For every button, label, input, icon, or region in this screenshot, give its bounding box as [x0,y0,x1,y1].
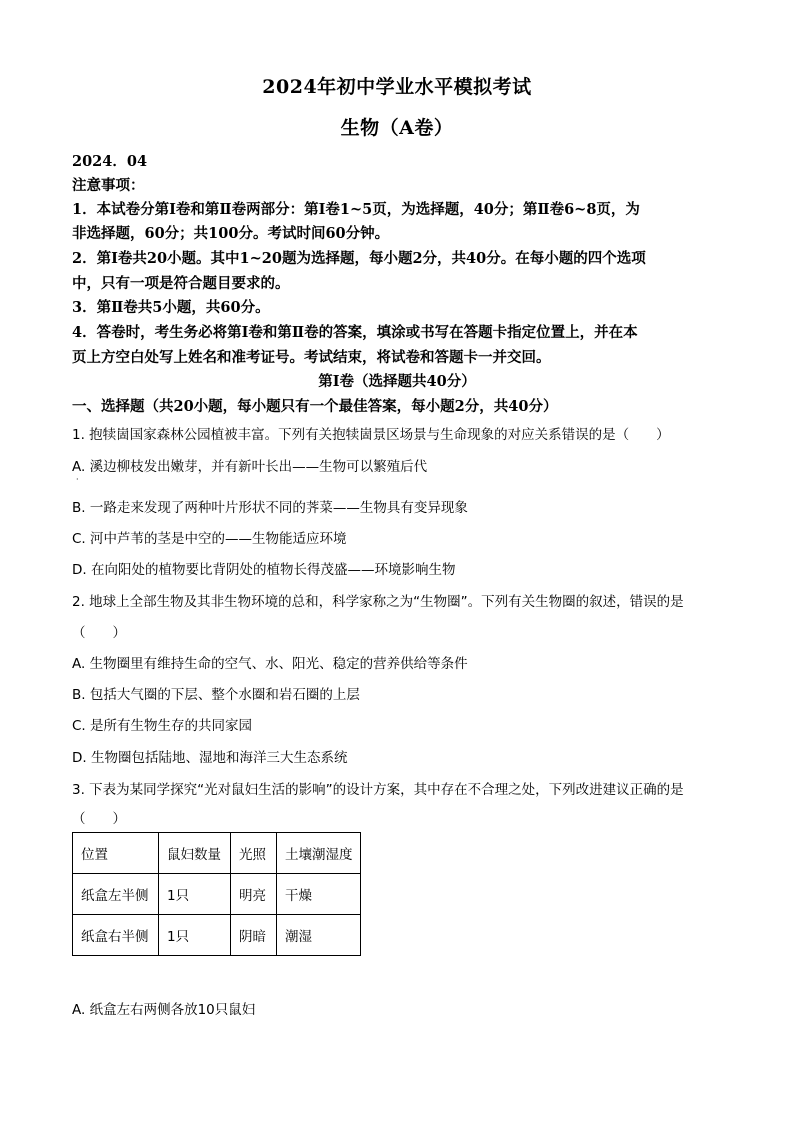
notice-heading: 注意事项： [72,177,145,194]
note-line: 1．本试卷分第Ⅰ卷和第Ⅱ卷两部分：第Ⅰ卷1~5页，为选择题，40分；第Ⅱ卷6~8页，为 [72,201,640,218]
question-1-option-b: B. 一路走来发现了两种叶片形状不同的荠菜——生物具有变异现象 [72,500,468,516]
table-cell: 干燥 [277,874,361,915]
note-line: 2．第Ⅰ卷共20小题。其中1~20题为选择题，每小题2分，共40分。在每小题的四个选项 [72,250,646,267]
question-1-option-a: A. 溪边柳枝发出嫩芽，并有新叶长出——生物可以繁殖后代 [72,459,428,475]
table-cell: 1只 [159,915,231,956]
table-row [73,874,361,915]
question-2-option-a: A. 生物圈里有维持生命的空气、水、阳光、稳定的营养供给等条件 [72,656,468,672]
question-2-stem: 2. 地球上全部生物及其非生物环境的总和，科学家称之为“生物圈”。下列有关生物圈的叙述，错误的是 [72,594,684,610]
question-3-stem: 3. 下表为某同学探究“光对鼠妇生活的影响”的设计方案，其中存在不合理之处，下列改进建议正确的是 [72,782,684,798]
table-header-cell: 位置 [73,833,159,874]
table-header-cell: 土壤潮湿度 [277,833,361,874]
table-header-row [73,833,361,874]
table-cell: 纸盒右半侧 [73,915,159,956]
table-cell: 明亮 [231,874,277,915]
table-cell: 纸盒左半侧 [73,874,159,915]
question-1-option-d: D. 在向阳处的植物要比背阴处的植物长得茂盛——环境影响生物 [72,562,456,578]
question-2-option-b: B. 包括大气圈的下层、整个水圈和岩石圈的上层 [72,687,360,703]
question-1-stem: 1. 抱犊崮国家森林公园植被丰富。下列有关抱犊崮景区场景与生命现象的对应关系错误的是（ ） [72,427,670,443]
table-cell: 阴暗 [231,915,277,956]
note-line: 3．第Ⅱ卷共5小题，共60分。 [72,299,270,316]
note-line: 页上方空白处写上姓名和准考证号。考试结束，将试卷和答题卡一并交回。 [72,349,551,366]
table-header-cell: 鼠妇数量 [159,833,231,874]
exam-date: 2024．04 [72,153,148,170]
experiment-table [72,832,361,956]
note-line: 非选择题，60分；共100分。考试时间60分钟。 [72,225,390,242]
question-3-option-a: A. 纸盒左右两侧各放10只鼠妇 [72,1002,256,1018]
exam-title: 2024年初中学业水平模拟考试 [262,76,532,98]
table-header-cell: 光照 [231,833,277,874]
table-row [73,915,361,956]
question-2-answer-blank: （ ） [72,625,126,641]
question-1-option-c: C. 河中芦苇的茎是中空的——生物能适应环境 [72,531,347,547]
note-line: 中，只有一项是符合题目要求的。 [72,275,290,292]
section-heading: 一、选择题（共20小题，每小题只有一个最佳答案，每小题2分，共40分） [72,398,558,415]
table-cell: 潮湿 [277,915,361,956]
question-2-option-d: D. 生物圈包括陆地、湿地和海洋三大生态系统 [72,750,348,766]
volume-title: 第Ⅰ卷（选择题共40分） [318,373,476,390]
question-2-option-c: C. 是所有生物生存的共同家园 [72,718,253,734]
exam-subtitle: 生物（A卷） [340,117,454,139]
stray-dot: · [76,475,79,484]
question-3-answer-blank: （ ） [72,811,126,827]
note-line: 4．答卷时，考生务必将第Ⅰ卷和第Ⅱ卷的答案，填涂或书写在答题卡指定位置上，并在本 [72,324,638,341]
table-cell: 1只 [159,874,231,915]
